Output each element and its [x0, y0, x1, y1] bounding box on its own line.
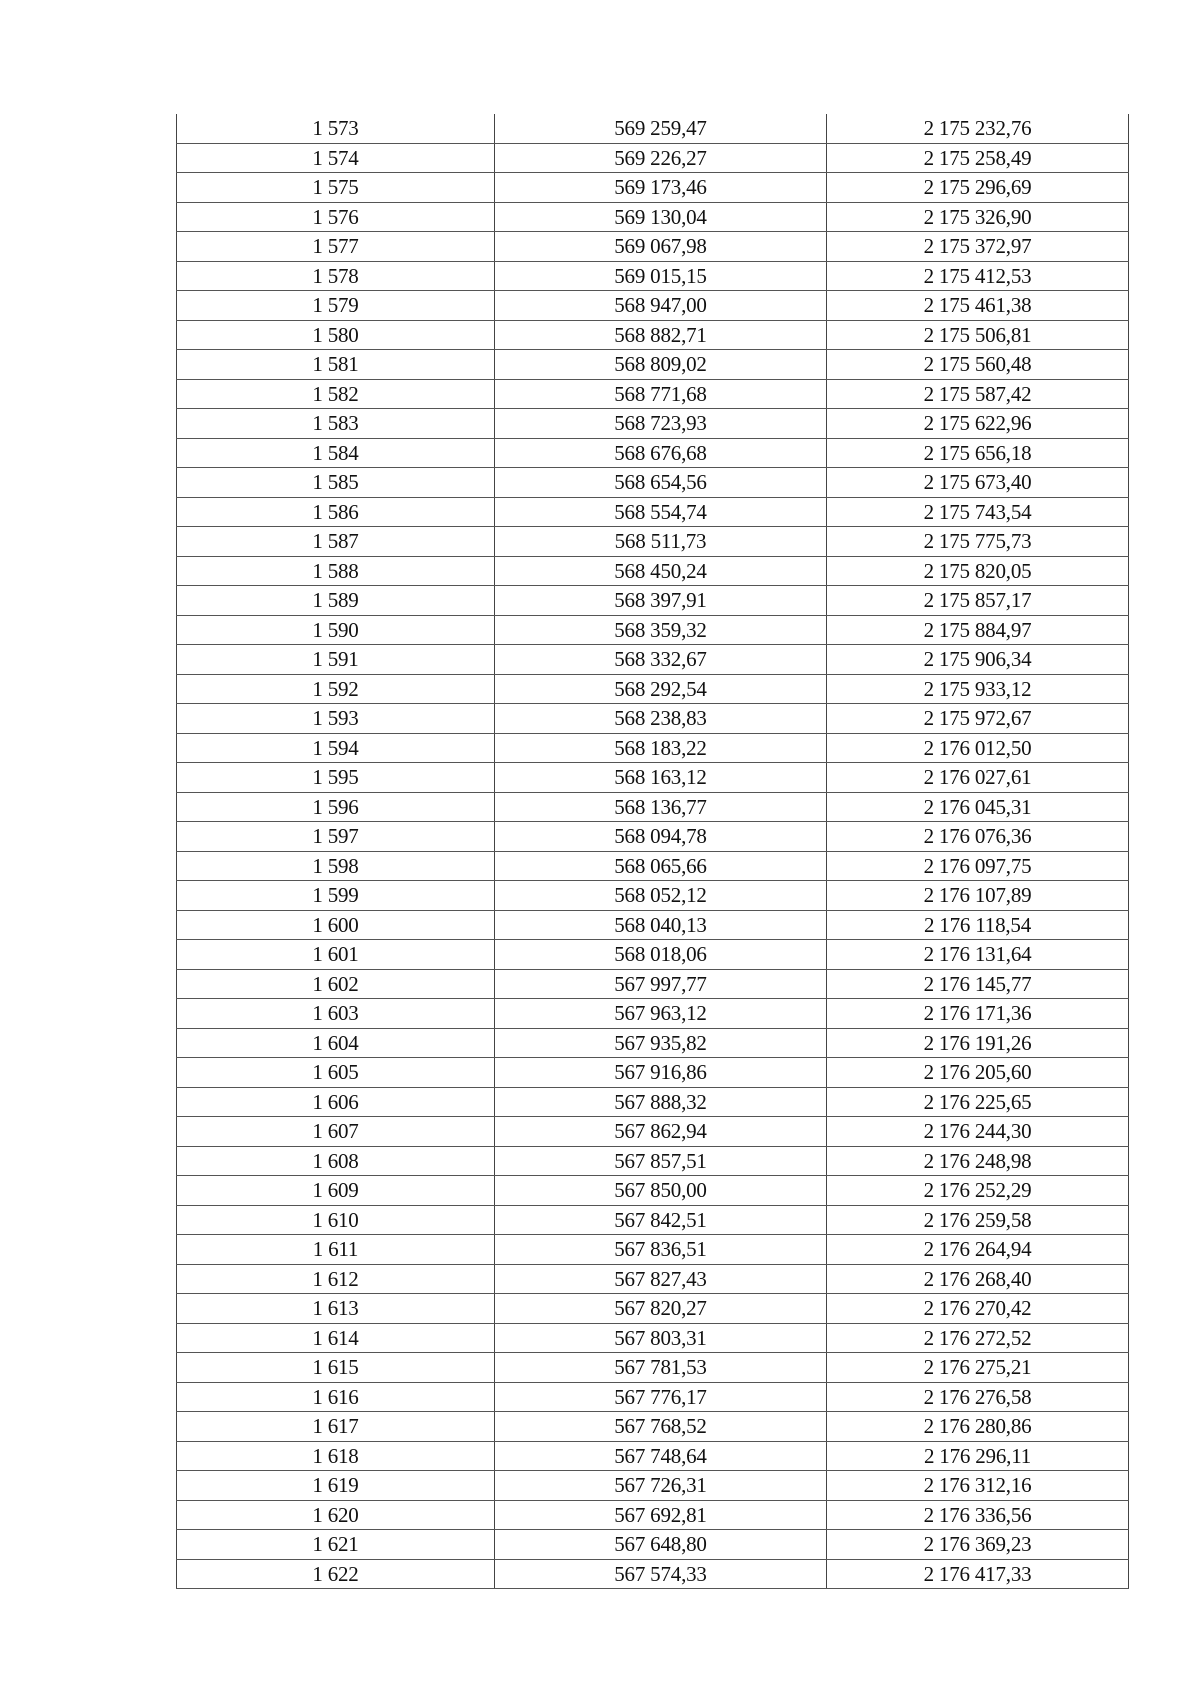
point-number-cell: 1 577	[177, 232, 495, 262]
x-coordinate-cell: 568 654,56	[495, 468, 827, 498]
x-coordinate-cell: 567 850,00	[495, 1176, 827, 1206]
x-coordinate-cell: 568 052,12	[495, 881, 827, 911]
table-row	[177, 350, 1129, 380]
point-number-cell: 1 614	[177, 1323, 495, 1353]
x-coordinate-cell: 568 676,68	[495, 438, 827, 468]
table-row	[177, 763, 1129, 793]
y-coordinate-cell: 2 175 884,97	[827, 615, 1129, 645]
x-coordinate-cell: 568 450,24	[495, 556, 827, 586]
point-number-cell: 1 617	[177, 1412, 495, 1442]
x-coordinate-cell: 568 809,02	[495, 350, 827, 380]
y-coordinate-cell: 2 176 417,33	[827, 1559, 1129, 1589]
table-row	[177, 232, 1129, 262]
y-coordinate-cell: 2 175 372,97	[827, 232, 1129, 262]
y-coordinate-cell: 2 176 118,54	[827, 910, 1129, 940]
point-number-cell: 1 606	[177, 1087, 495, 1117]
point-number-cell: 1 581	[177, 350, 495, 380]
x-coordinate-cell: 567 935,82	[495, 1028, 827, 1058]
table-row	[177, 1441, 1129, 1471]
point-number-cell: 1 610	[177, 1205, 495, 1235]
x-coordinate-cell: 567 574,33	[495, 1559, 827, 1589]
x-coordinate-cell: 569 259,47	[495, 114, 827, 143]
table-row	[177, 881, 1129, 911]
y-coordinate-cell: 2 176 268,40	[827, 1264, 1129, 1294]
table-row	[177, 1471, 1129, 1501]
y-coordinate-cell: 2 176 045,31	[827, 792, 1129, 822]
x-coordinate-cell: 567 827,43	[495, 1264, 827, 1294]
x-coordinate-cell: 568 292,54	[495, 674, 827, 704]
table-row	[177, 1235, 1129, 1265]
table-row	[177, 822, 1129, 852]
point-number-cell: 1 588	[177, 556, 495, 586]
x-coordinate-cell: 568 511,73	[495, 527, 827, 557]
point-number-cell: 1 621	[177, 1530, 495, 1560]
y-coordinate-cell: 2 176 312,16	[827, 1471, 1129, 1501]
point-number-cell: 1 586	[177, 497, 495, 527]
point-number-cell: 1 598	[177, 851, 495, 881]
coordinates-table	[176, 114, 1129, 1589]
x-coordinate-cell: 568 183,22	[495, 733, 827, 763]
table-row	[177, 1176, 1129, 1206]
y-coordinate-cell: 2 176 296,11	[827, 1441, 1129, 1471]
point-number-cell: 1 618	[177, 1441, 495, 1471]
y-coordinate-cell: 2 176 252,29	[827, 1176, 1129, 1206]
table-row	[177, 114, 1129, 143]
point-number-cell: 1 603	[177, 999, 495, 1029]
x-coordinate-cell: 568 018,06	[495, 940, 827, 970]
point-number-cell: 1 584	[177, 438, 495, 468]
y-coordinate-cell: 2 175 820,05	[827, 556, 1129, 586]
table-row	[177, 1264, 1129, 1294]
x-coordinate-cell: 567 857,51	[495, 1146, 827, 1176]
y-coordinate-cell: 2 176 076,36	[827, 822, 1129, 852]
table-row	[177, 1559, 1129, 1589]
point-number-cell: 1 602	[177, 969, 495, 999]
point-number-cell: 1 620	[177, 1500, 495, 1530]
table-row	[177, 674, 1129, 704]
point-number-cell: 1 613	[177, 1294, 495, 1324]
table-row	[177, 497, 1129, 527]
table-row	[177, 320, 1129, 350]
x-coordinate-cell: 568 094,78	[495, 822, 827, 852]
point-number-cell: 1 615	[177, 1353, 495, 1383]
y-coordinate-cell: 2 176 191,26	[827, 1028, 1129, 1058]
table-row	[177, 527, 1129, 557]
x-coordinate-cell: 567 820,27	[495, 1294, 827, 1324]
x-coordinate-cell: 568 554,74	[495, 497, 827, 527]
y-coordinate-cell: 2 175 258,49	[827, 143, 1129, 173]
point-number-cell: 1 583	[177, 409, 495, 439]
table-row	[177, 1382, 1129, 1412]
point-number-cell: 1 589	[177, 586, 495, 616]
y-coordinate-cell: 2 176 369,23	[827, 1530, 1129, 1560]
y-coordinate-cell: 2 176 264,94	[827, 1235, 1129, 1265]
table-row	[177, 1530, 1129, 1560]
x-coordinate-cell: 568 947,00	[495, 291, 827, 321]
y-coordinate-cell: 2 176 107,89	[827, 881, 1129, 911]
point-number-cell: 1 592	[177, 674, 495, 704]
point-number-cell: 1 622	[177, 1559, 495, 1589]
x-coordinate-cell: 569 173,46	[495, 173, 827, 203]
table-row	[177, 556, 1129, 586]
x-coordinate-cell: 569 067,98	[495, 232, 827, 262]
y-coordinate-cell: 2 175 506,81	[827, 320, 1129, 350]
table-row	[177, 615, 1129, 645]
y-coordinate-cell: 2 175 933,12	[827, 674, 1129, 704]
point-number-cell: 1 600	[177, 910, 495, 940]
point-number-cell: 1 609	[177, 1176, 495, 1206]
table-row	[177, 1294, 1129, 1324]
point-number-cell: 1 587	[177, 527, 495, 557]
point-number-cell: 1 596	[177, 792, 495, 822]
point-number-cell: 1 604	[177, 1028, 495, 1058]
x-coordinate-cell: 568 882,71	[495, 320, 827, 350]
x-coordinate-cell: 568 771,68	[495, 379, 827, 409]
x-coordinate-cell: 568 163,12	[495, 763, 827, 793]
point-number-cell: 1 574	[177, 143, 495, 173]
y-coordinate-cell: 2 175 326,90	[827, 202, 1129, 232]
point-number-cell: 1 573	[177, 114, 495, 143]
table-row	[177, 1500, 1129, 1530]
point-number-cell: 1 590	[177, 615, 495, 645]
point-number-cell: 1 619	[177, 1471, 495, 1501]
x-coordinate-cell: 567 648,80	[495, 1530, 827, 1560]
table-row	[177, 733, 1129, 763]
y-coordinate-cell: 2 176 275,21	[827, 1353, 1129, 1383]
point-number-cell: 1 578	[177, 261, 495, 291]
x-coordinate-cell: 568 723,93	[495, 409, 827, 439]
point-number-cell: 1 576	[177, 202, 495, 232]
x-coordinate-cell: 569 015,15	[495, 261, 827, 291]
table-row	[177, 969, 1129, 999]
point-number-cell: 1 582	[177, 379, 495, 409]
point-number-cell: 1 605	[177, 1058, 495, 1088]
x-coordinate-cell: 567 916,86	[495, 1058, 827, 1088]
table-row	[177, 792, 1129, 822]
x-coordinate-cell: 567 842,51	[495, 1205, 827, 1235]
y-coordinate-cell: 2 175 461,38	[827, 291, 1129, 321]
table-row	[177, 1412, 1129, 1442]
y-coordinate-cell: 2 175 775,73	[827, 527, 1129, 557]
y-coordinate-cell: 2 176 027,61	[827, 763, 1129, 793]
table-row	[177, 586, 1129, 616]
x-coordinate-cell: 567 692,81	[495, 1500, 827, 1530]
x-coordinate-cell: 567 776,17	[495, 1382, 827, 1412]
y-coordinate-cell: 2 176 272,52	[827, 1323, 1129, 1353]
x-coordinate-cell: 567 862,94	[495, 1117, 827, 1147]
y-coordinate-cell: 2 176 145,77	[827, 969, 1129, 999]
table-row	[177, 1028, 1129, 1058]
point-number-cell: 1 580	[177, 320, 495, 350]
x-coordinate-cell: 567 781,53	[495, 1353, 827, 1383]
point-number-cell: 1 591	[177, 645, 495, 675]
table-row	[177, 409, 1129, 439]
point-number-cell: 1 608	[177, 1146, 495, 1176]
point-number-cell: 1 611	[177, 1235, 495, 1265]
table-row	[177, 143, 1129, 173]
y-coordinate-cell: 2 176 248,98	[827, 1146, 1129, 1176]
y-coordinate-cell: 2 175 906,34	[827, 645, 1129, 675]
coordinates-table-body	[177, 114, 1129, 1589]
point-number-cell: 1 594	[177, 733, 495, 763]
y-coordinate-cell: 2 176 270,42	[827, 1294, 1129, 1324]
table-row	[177, 1323, 1129, 1353]
x-coordinate-cell: 567 997,77	[495, 969, 827, 999]
y-coordinate-cell: 2 175 412,53	[827, 261, 1129, 291]
y-coordinate-cell: 2 176 276,58	[827, 1382, 1129, 1412]
table-row	[177, 910, 1129, 940]
point-number-cell: 1 612	[177, 1264, 495, 1294]
table-row	[177, 851, 1129, 881]
y-coordinate-cell: 2 175 673,40	[827, 468, 1129, 498]
x-coordinate-cell: 568 332,67	[495, 645, 827, 675]
y-coordinate-cell: 2 175 296,69	[827, 173, 1129, 203]
y-coordinate-cell: 2 176 097,75	[827, 851, 1129, 881]
x-coordinate-cell: 568 359,32	[495, 615, 827, 645]
table-row	[177, 202, 1129, 232]
x-coordinate-cell: 569 226,27	[495, 143, 827, 173]
x-coordinate-cell: 567 726,31	[495, 1471, 827, 1501]
point-number-cell: 1 599	[177, 881, 495, 911]
table-row	[177, 173, 1129, 203]
x-coordinate-cell: 567 803,31	[495, 1323, 827, 1353]
y-coordinate-cell: 2 175 857,17	[827, 586, 1129, 616]
x-coordinate-cell: 569 130,04	[495, 202, 827, 232]
table-row	[177, 1205, 1129, 1235]
point-number-cell: 1 597	[177, 822, 495, 852]
point-number-cell: 1 575	[177, 173, 495, 203]
x-coordinate-cell: 568 397,91	[495, 586, 827, 616]
y-coordinate-cell: 2 175 232,76	[827, 114, 1129, 143]
point-number-cell: 1 579	[177, 291, 495, 321]
x-coordinate-cell: 567 836,51	[495, 1235, 827, 1265]
point-number-cell: 1 601	[177, 940, 495, 970]
table-row	[177, 940, 1129, 970]
table-row	[177, 379, 1129, 409]
x-coordinate-cell: 568 238,83	[495, 704, 827, 734]
x-coordinate-cell: 567 888,32	[495, 1087, 827, 1117]
point-number-cell: 1 595	[177, 763, 495, 793]
y-coordinate-cell: 2 175 972,67	[827, 704, 1129, 734]
point-number-cell: 1 607	[177, 1117, 495, 1147]
y-coordinate-cell: 2 175 587,42	[827, 379, 1129, 409]
y-coordinate-cell: 2 176 259,58	[827, 1205, 1129, 1235]
point-number-cell: 1 616	[177, 1382, 495, 1412]
table-row	[177, 438, 1129, 468]
y-coordinate-cell: 2 176 336,56	[827, 1500, 1129, 1530]
y-coordinate-cell: 2 176 280,86	[827, 1412, 1129, 1442]
x-coordinate-cell: 568 136,77	[495, 792, 827, 822]
table-row	[177, 1058, 1129, 1088]
table-row	[177, 645, 1129, 675]
y-coordinate-cell: 2 175 656,18	[827, 438, 1129, 468]
point-number-cell: 1 593	[177, 704, 495, 734]
y-coordinate-cell: 2 176 131,64	[827, 940, 1129, 970]
table-row	[177, 468, 1129, 498]
x-coordinate-cell: 567 768,52	[495, 1412, 827, 1442]
y-coordinate-cell: 2 175 560,48	[827, 350, 1129, 380]
x-coordinate-cell: 568 040,13	[495, 910, 827, 940]
table-row	[177, 704, 1129, 734]
table-row	[177, 999, 1129, 1029]
y-coordinate-cell: 2 175 622,96	[827, 409, 1129, 439]
y-coordinate-cell: 2 176 205,60	[827, 1058, 1129, 1088]
y-coordinate-cell: 2 176 012,50	[827, 733, 1129, 763]
y-coordinate-cell: 2 175 743,54	[827, 497, 1129, 527]
point-number-cell: 1 585	[177, 468, 495, 498]
table-row	[177, 291, 1129, 321]
table-row	[177, 1087, 1129, 1117]
table-row	[177, 1353, 1129, 1383]
table-row	[177, 1146, 1129, 1176]
x-coordinate-cell: 568 065,66	[495, 851, 827, 881]
y-coordinate-cell: 2 176 225,65	[827, 1087, 1129, 1117]
y-coordinate-cell: 2 176 244,30	[827, 1117, 1129, 1147]
table-row	[177, 1117, 1129, 1147]
x-coordinate-cell: 567 748,64	[495, 1441, 827, 1471]
x-coordinate-cell: 567 963,12	[495, 999, 827, 1029]
table-row	[177, 261, 1129, 291]
y-coordinate-cell: 2 176 171,36	[827, 999, 1129, 1029]
